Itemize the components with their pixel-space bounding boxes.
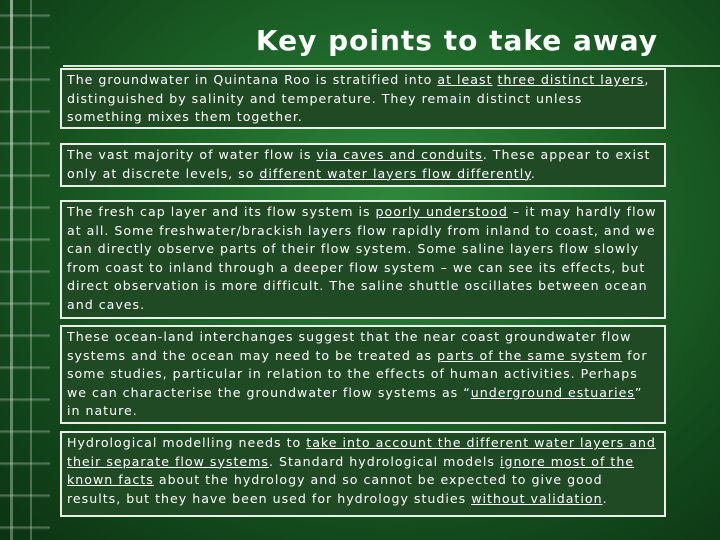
emphasis-text: different water layers flow differently — [259, 165, 531, 181]
body-text: ” in nature. — [67, 384, 643, 418]
key-point-box-1 — [60, 68, 666, 129]
body-text: . These appear to exist only at discrete levels, so — [67, 147, 651, 181]
body-text: The vast majority of water flow is — [67, 147, 317, 162]
body-text: , distinguished by salinity and temperature. They remain distinct unless something mixes them together. — [67, 72, 650, 124]
emphasis-text: via caves and conduits — [316, 147, 483, 162]
key-point-text — [67, 146, 659, 183]
key-point-text — [67, 71, 659, 127]
key-point-box-2 — [60, 143, 666, 187]
emphasis-text: poorly understood — [375, 204, 508, 219]
body-text: . — [530, 165, 536, 181]
body-text: for some studies, particular in relation to the effects of human activities. Perhaps we can characterise the groundwater flow systems as “ — [67, 347, 648, 400]
slide-title: Key points to take away — [255, 24, 658, 57]
emphasis-text: take into account the different water layers and their separate flow systems — [67, 435, 656, 469]
emphasis-text: at least — [437, 72, 493, 87]
key-point-box-4 — [60, 325, 666, 424]
body-text: about the hydrology and so cannot be expected to give good results, but they have been used for hydrology studies — [67, 472, 603, 506]
body-text: These ocean-land interchanges suggest that the near coast groundwater flow systems and the ocean may need to be treated as — [67, 329, 632, 363]
body-text: The fresh cap layer and its flow system is — [67, 204, 376, 219]
body-text: . Standard hydrological models — [268, 453, 500, 469]
emphasis-text: underground estuaries — [470, 384, 635, 400]
title-divider — [63, 65, 720, 67]
key-point-text — [67, 328, 659, 421]
decorative-stem-border — [0, 0, 50, 540]
key-point-text — [67, 203, 659, 314]
body-text: Hydrological modelling needs to — [67, 435, 307, 450]
emphasis-text: three distinct layers — [497, 72, 645, 87]
key-point-box-3 — [60, 200, 666, 319]
emphasis-text: ignore most of the known facts — [67, 453, 635, 487]
emphasis-text: without validation — [471, 490, 603, 506]
body-text: – it may hardly flow at all. Some freshwater/brackish layers flow rapidly from inland to coast, and we can directly observe parts of their flow system. Some saline layers flow slowly from coast to inland through a deeper flow system – we can see its effects, but direct observation is more difficult. The saline shuttle oscillates between ocean and caves. — [67, 204, 657, 312]
body-text: The groundwater in Quintana Roo is stratified into — [67, 72, 438, 87]
key-point-text — [67, 434, 659, 508]
body-text: . — [602, 490, 608, 506]
key-point-box-5 — [60, 431, 666, 517]
emphasis-text: parts of the same system — [437, 347, 623, 363]
